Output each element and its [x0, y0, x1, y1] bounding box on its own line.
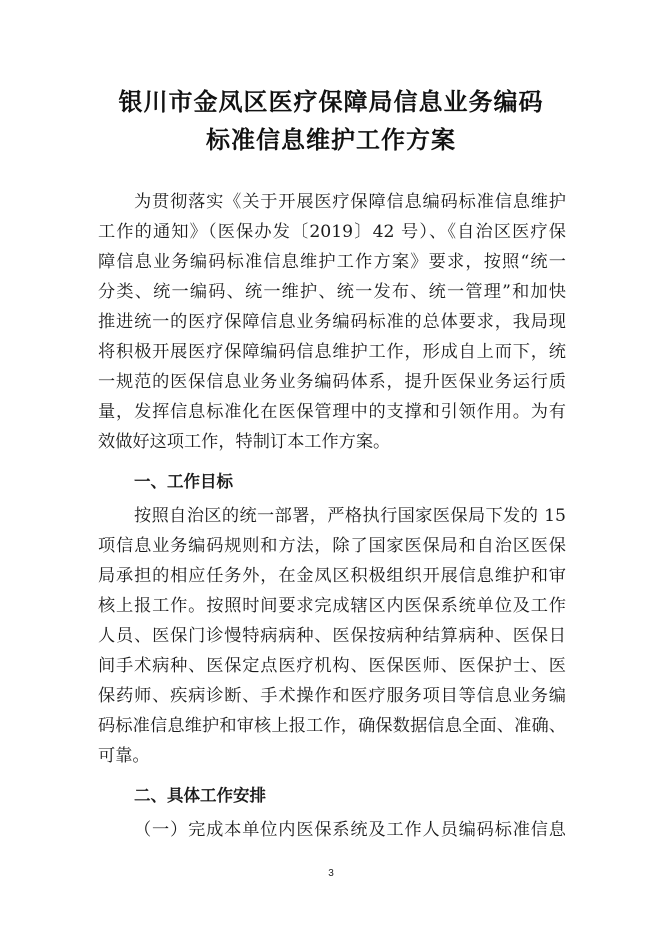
section2-line: （一）完成本单位内医保系统及工作人员编码标准信息 — [134, 820, 566, 840]
document-title-line-1: 银川市金凤区医疗保障局信息业务编码 — [118, 88, 544, 116]
section1-line: 项信息业务编码规则和方法，除了国家医保局和自治区医保 — [98, 536, 566, 556]
intro-line: 工作的通知》（医保办发〔2019〕42 号）、《自治区医疗保 — [98, 222, 566, 242]
page-number: 3 — [328, 868, 334, 879]
section1-line: 可靠。 — [98, 746, 150, 766]
intro-line: 效做好这项工作，特制订本工作方案。 — [98, 432, 391, 452]
document-title-line-2: 标准信息维护工作方案 — [206, 126, 456, 154]
intro-line: 为贯彻落实《关于开展医疗保障信息编码标准信息维护 — [134, 192, 566, 212]
section1-line: 码标准信息维护和审核上报工作，确保数据信息全面、准确、 — [98, 716, 566, 736]
section1-line: 人员、医保门诊慢特病病种、医保按病种结算病种、医保日 — [98, 626, 566, 646]
section1-line: 保药师、疾病诊断、手术操作和医疗服务项目等信息业务编 — [98, 686, 566, 706]
intro-line: 分类、统一编码、统一维护、统一发布、统一管理”和加快 — [98, 282, 566, 302]
intro-line: 推进统一的医疗保障信息业务编码标准的总体要求，我局现 — [98, 312, 566, 332]
section-heading-arrangements: 二、具体工作安排 — [134, 786, 266, 805]
intro-line: 将积极开展医疗保障编码信息维护工作，形成自上而下，统 — [98, 342, 566, 362]
section1-line: 间手术病种、医保定点医疗机构、医保医师、医保护士、医 — [98, 656, 566, 676]
section1-line: 按照自治区的统一部署，严格执行国家医保局下发的 15 — [134, 506, 566, 526]
intro-line: 量，发挥信息标准化在医保管理中的支撑和引领作用。为有 — [98, 402, 566, 422]
intro-line: 一规范的医保信息业务业务编码体系，提升医保业务运行质 — [98, 372, 566, 392]
section1-line: 核上报工作。按照时间要求完成辖区内医保系统单位及工作 — [98, 596, 566, 616]
section1-line: 局承担的相应任务外，在金凤区积极组织开展信息维护和审 — [98, 566, 566, 586]
intro-line: 障信息业务编码标准信息维护工作方案》要求，按照“统一 — [98, 252, 566, 272]
section-heading-goals: 一、工作目标 — [134, 472, 233, 491]
